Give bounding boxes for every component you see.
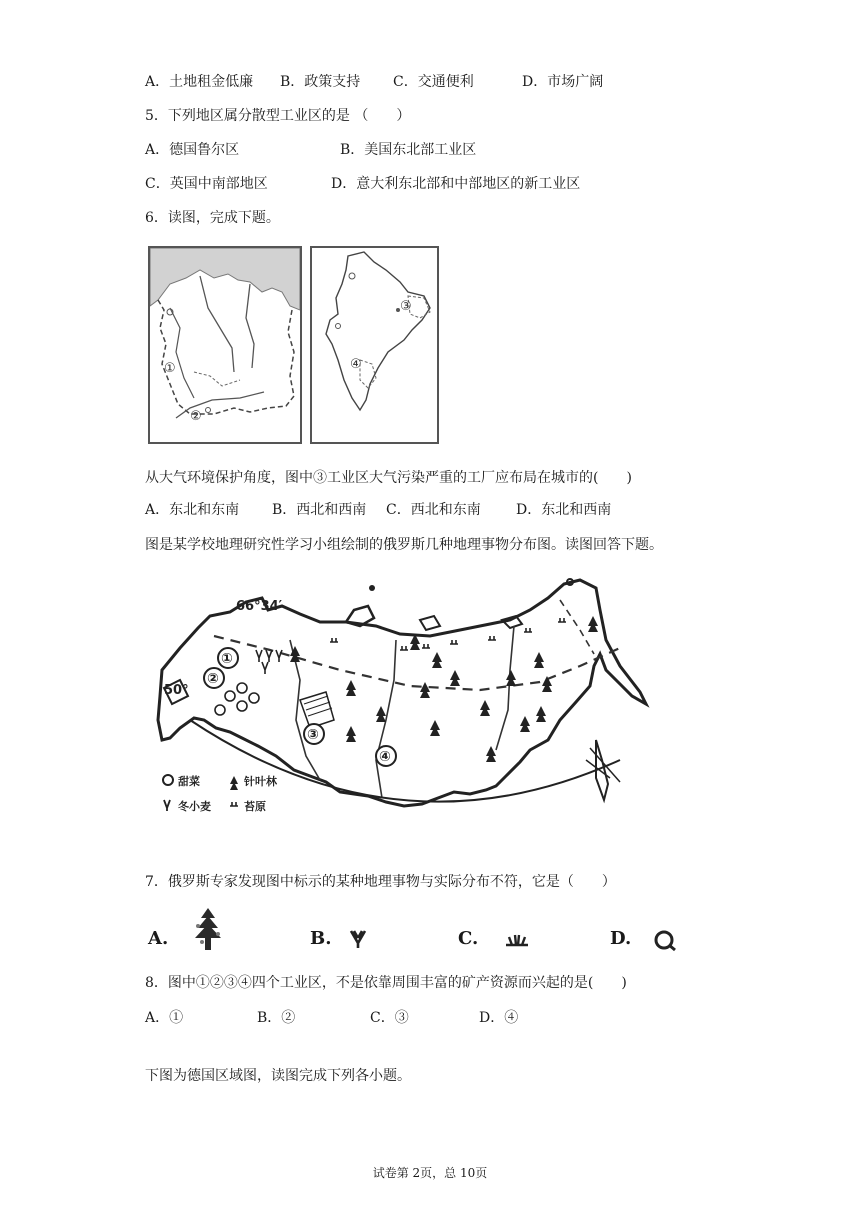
q6-option-a: A．东北和东南 [145,502,240,518]
wheat-icon [348,928,368,950]
q8-option-c: C．③ [370,1010,409,1026]
q8-option-b: B．② [257,1010,296,1026]
q4-option-b: B．政策支持 [280,74,361,90]
q7-option-c-label: C. [458,928,479,949]
q7-option-b [310,928,331,949]
q6-question: 从大气环境保护角度，图中③工业区大气污染严重的工厂应布局在城市的( ) [145,470,632,486]
q7-option-d-label: D. [610,928,632,949]
page-footer: 试卷第 2页，总 10页 [372,1166,488,1180]
legend-tundra: 苔原 [244,800,266,813]
russia-map-figure [150,570,660,855]
q6-option-d: D．东北和西南 [516,502,612,518]
india-label-3: ③ [400,299,412,314]
legend-beet: 甜菜 [178,775,200,788]
q7-option-b-label: B. [310,928,332,949]
germany-map-svg [150,248,300,442]
russia-map-svg [150,570,660,855]
conifer-symbols [290,616,598,762]
q4-option-d: D．市场广阔 [522,74,604,90]
q8-option-a: A．① [145,1010,184,1026]
russia-region-3: ③ [307,727,319,743]
q7-stem: 7．俄罗斯专家发现图中标示的某种地理事物与实际分布不符，它是（ ） [145,874,616,890]
q6-option-b: B．西北和西南 [272,502,367,518]
q7-option-a [148,928,168,949]
russia-region-4: ④ [379,749,391,765]
germany-map-figure [148,246,302,444]
q4-option-a: A．土地租金低廉 [145,74,254,90]
tundra-icon [504,932,530,948]
beet-icon [652,928,678,952]
germany-intro: 下图为德国区域图，读图完成下列各小题。 [145,1068,411,1084]
germany-label-1: ① [164,361,176,376]
latitude-label-50: 50° [164,683,189,698]
india-map-svg [312,248,437,442]
q5-stem: 5．下列地区属分散型工业区的是 （ ） [145,108,411,124]
russia-region-1: ① [221,651,233,667]
q5-option-a: A．德国鲁尔区 [145,142,240,158]
latitude-label-arctic: 66°34′ [236,599,283,614]
legend-wheat: 冬小麦 [178,800,211,813]
q7-option-d [610,928,631,949]
q8-stem: 8．图中①②③④四个工业区，不是依靠周围丰富的矿产资源而兴起的是( ) [145,975,627,991]
beet-symbols [215,683,259,715]
wheat-symbols [256,650,282,674]
q6-option-c: C．西北和东南 [386,502,481,518]
russia-region-2: ② [207,671,219,687]
conifer-icon [186,906,230,952]
q6-stem: 6．读图，完成下题。 [145,210,280,226]
germany-label-2: ② [190,409,202,424]
india-map-figure [310,246,439,444]
q4-option-c: C．交通便利 [393,74,474,90]
q5-option-d: D．意大利东北部和中部地区的新工业区 [331,176,581,192]
legend-conifer: 针叶林 [244,775,277,788]
q5-option-b: B．美国东北部工业区 [340,142,477,158]
q7-option-c [458,928,478,949]
india-label-4: ④ [350,357,362,372]
russia-intro: 图是某学校地理研究性学习小组绘制的俄罗斯几种地理事物分布图。读图回答下题。 [145,537,663,553]
q8-option-d: D．④ [479,1010,519,1026]
q7-option-a-label: A. [148,928,169,949]
map-legend [163,774,278,813]
q5-option-c: C．英国中南部地区 [145,176,268,192]
